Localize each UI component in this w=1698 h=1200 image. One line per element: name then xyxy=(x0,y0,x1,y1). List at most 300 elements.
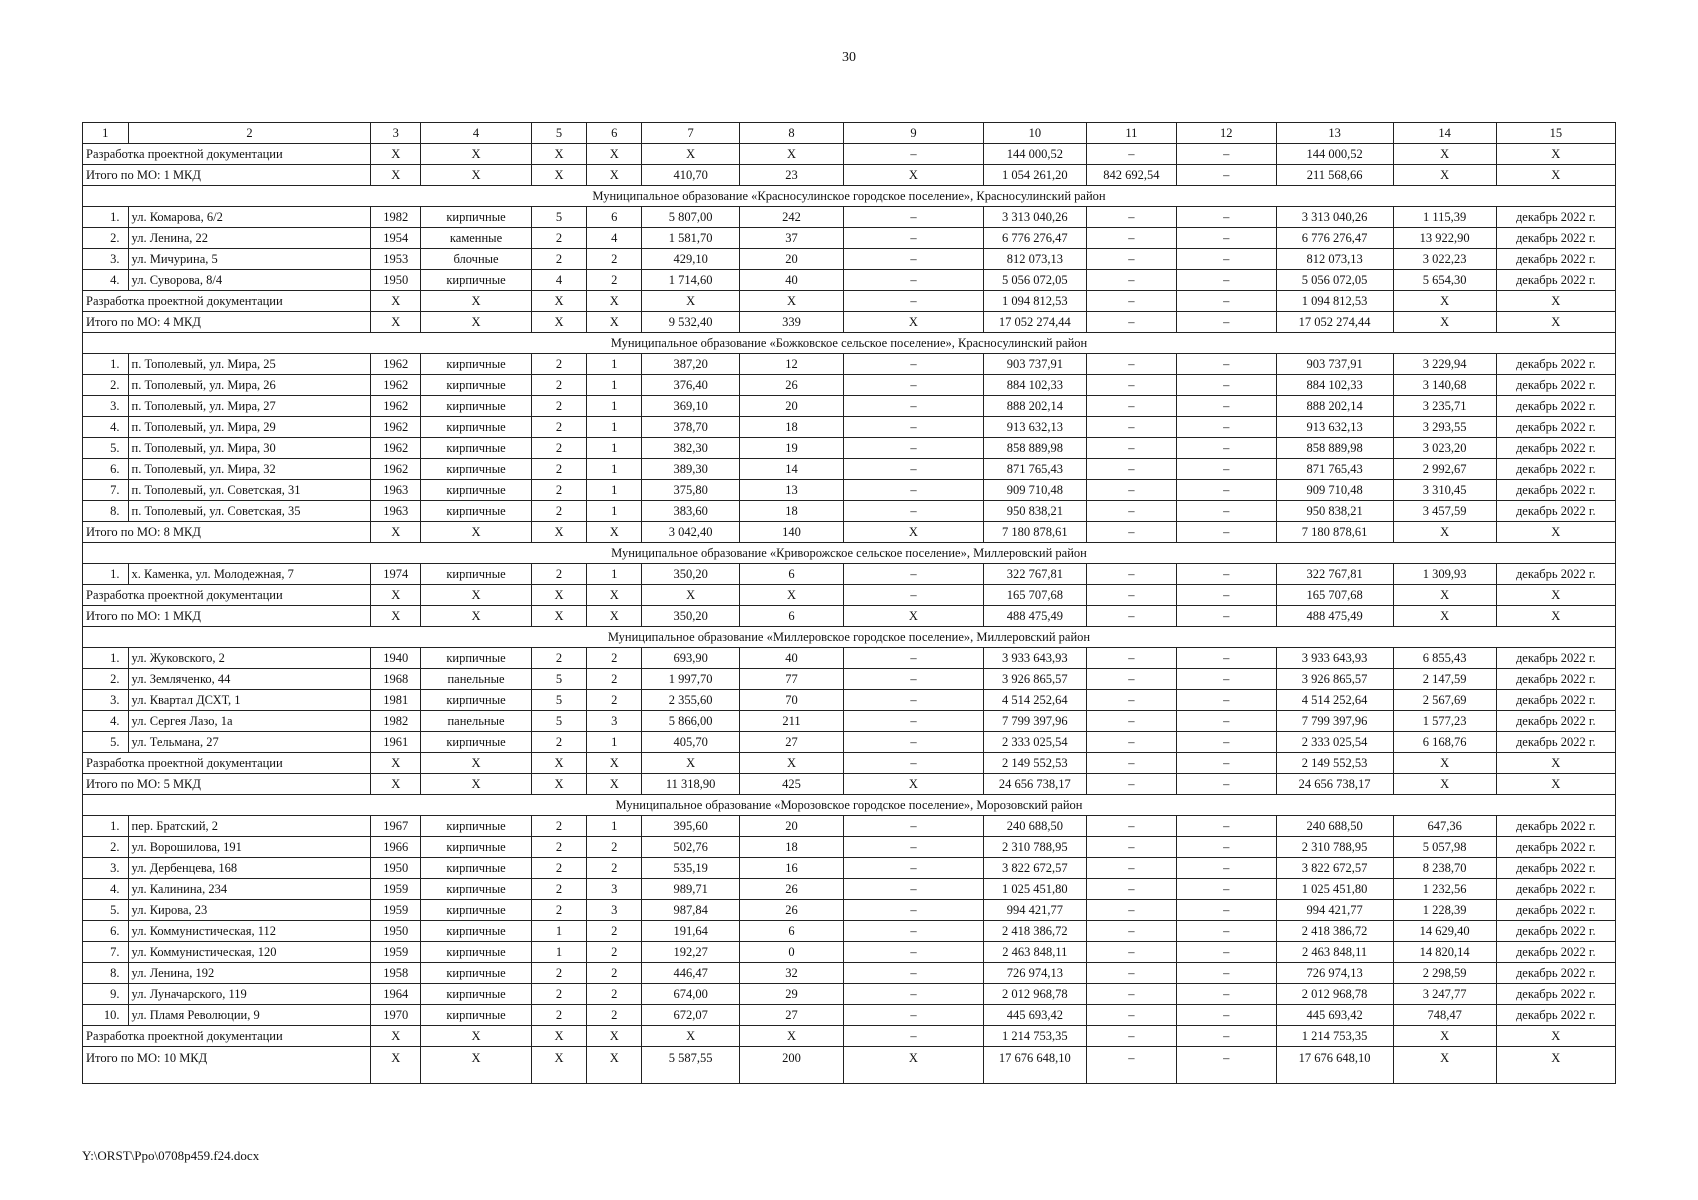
table-cell: 1 115,39 xyxy=(1393,207,1496,228)
table-cell: 2 xyxy=(531,459,586,480)
table-cell: 726 974,13 xyxy=(1276,963,1393,984)
table-cell: 1962 xyxy=(371,396,421,417)
table-cell: 888 202,14 xyxy=(1276,396,1393,417)
table-cell: 350,20 xyxy=(642,606,740,627)
table-cell: 1962 xyxy=(371,417,421,438)
table-cell: – xyxy=(844,732,984,753)
table-cell: 5 xyxy=(531,711,586,732)
section-title: Муниципальное образование «Божковское сельское поселение», Красносулинский район xyxy=(83,333,1616,354)
table-cell: X xyxy=(587,753,642,774)
table-cell: 446,47 xyxy=(642,963,740,984)
table-cell: 871 765,43 xyxy=(1276,459,1393,480)
table-row xyxy=(83,207,1616,228)
table-cell: – xyxy=(1086,249,1176,270)
table-cell: кирпичные xyxy=(421,501,532,522)
table-cell: 3 xyxy=(587,900,642,921)
table-row xyxy=(83,858,1616,879)
address-cell: ул. Земляченко, 44 xyxy=(128,669,371,690)
table-cell: 29 xyxy=(739,984,843,1005)
table-cell: X xyxy=(1393,774,1496,795)
table-cell: 18 xyxy=(739,837,843,858)
table-cell: – xyxy=(1086,228,1176,249)
table-cell: 1961 xyxy=(371,732,421,753)
table-cell: 5 807,00 xyxy=(642,207,740,228)
summary-row xyxy=(83,585,1616,606)
table-cell: 903 737,91 xyxy=(1276,354,1393,375)
table-cell: – xyxy=(1176,690,1276,711)
table-cell: X xyxy=(421,312,532,333)
table-cell: 1 xyxy=(531,942,586,963)
table-cell: 2 xyxy=(587,984,642,1005)
table-cell: 1 997,70 xyxy=(642,669,740,690)
table-cell: X xyxy=(642,753,740,774)
table-cell: – xyxy=(1086,900,1176,921)
table-row xyxy=(83,900,1616,921)
table-cell: 3 xyxy=(587,879,642,900)
row-label: Итого по МО: 8 МКД xyxy=(83,522,371,543)
table-cell: декабрь 2022 г. xyxy=(1496,816,1615,837)
table-cell: 3 247,77 xyxy=(1393,984,1496,1005)
table-row xyxy=(83,963,1616,984)
table-cell: – xyxy=(1086,585,1176,606)
section-row xyxy=(83,795,1616,816)
table-cell: 1 xyxy=(531,921,586,942)
table-cell: 1950 xyxy=(371,858,421,879)
table-cell: – xyxy=(844,354,984,375)
table-cell: 376,40 xyxy=(642,375,740,396)
table-cell: X xyxy=(1496,522,1615,543)
table-cell: декабрь 2022 г. xyxy=(1496,879,1615,900)
table-cell: 1 025 451,80 xyxy=(983,879,1086,900)
column-number: 3 xyxy=(371,123,421,144)
table-cell: 410,70 xyxy=(642,165,740,186)
table-cell: – xyxy=(1086,312,1176,333)
table-cell: 535,19 xyxy=(642,858,740,879)
address-cell: ул. Луначарского, 119 xyxy=(128,984,371,1005)
table-cell: 17 052 274,44 xyxy=(983,312,1086,333)
table-cell: X xyxy=(1393,165,1496,186)
row-number: 4. xyxy=(83,711,129,732)
table-cell: X xyxy=(1393,1047,1496,1084)
table-cell: X xyxy=(642,585,740,606)
table-cell: 242 xyxy=(739,207,843,228)
table-cell: 27 xyxy=(739,732,843,753)
summary-row xyxy=(83,774,1616,795)
table-cell: X xyxy=(531,144,586,165)
table-cell: кирпичные xyxy=(421,921,532,942)
table-cell: 2 149 552,53 xyxy=(983,753,1086,774)
table-cell: – xyxy=(1176,354,1276,375)
table-cell: 1 577,23 xyxy=(1393,711,1496,732)
table-cell: – xyxy=(844,207,984,228)
table-cell: X xyxy=(1393,753,1496,774)
address-cell: ул. Тельмана, 27 xyxy=(128,732,371,753)
table-cell: 1981 xyxy=(371,690,421,711)
table-cell: X xyxy=(371,522,421,543)
row-number: 4. xyxy=(83,417,129,438)
row-number: 2. xyxy=(83,228,129,249)
table-cell: 2 xyxy=(531,354,586,375)
column-number: 5 xyxy=(531,123,586,144)
table-cell: кирпичные xyxy=(421,816,532,837)
table-cell: 2 xyxy=(587,837,642,858)
table-cell: X xyxy=(844,165,984,186)
table-cell: X xyxy=(587,774,642,795)
table-cell: – xyxy=(1176,606,1276,627)
table-cell: 1970 xyxy=(371,1005,421,1026)
table-cell: – xyxy=(1176,291,1276,312)
table-cell: 17 052 274,44 xyxy=(1276,312,1393,333)
table-cell: – xyxy=(1176,396,1276,417)
table-cell: 858 889,98 xyxy=(1276,438,1393,459)
table-cell: декабрь 2022 г. xyxy=(1496,669,1615,690)
table-cell: 1959 xyxy=(371,900,421,921)
section-title: Муниципальное образование «Морозовское городское поселение», Морозовский район xyxy=(83,795,1616,816)
table-cell: – xyxy=(1086,921,1176,942)
table-cell: 1968 xyxy=(371,669,421,690)
section-row xyxy=(83,627,1616,648)
table-cell: 674,00 xyxy=(642,984,740,1005)
table-cell: декабрь 2022 г. xyxy=(1496,501,1615,522)
table-cell: 3 926 865,57 xyxy=(1276,669,1393,690)
table-cell: 3 822 672,57 xyxy=(983,858,1086,879)
table-cell: 6 xyxy=(739,921,843,942)
table-cell: X xyxy=(739,1026,843,1047)
table-cell: – xyxy=(1086,669,1176,690)
address-cell: ул. Жуковского, 2 xyxy=(128,648,371,669)
table-cell: – xyxy=(1086,522,1176,543)
table-cell: декабрь 2022 г. xyxy=(1496,942,1615,963)
address-cell: пер. Братский, 2 xyxy=(128,816,371,837)
table-cell: 1 714,60 xyxy=(642,270,740,291)
table-cell: 5 057,98 xyxy=(1393,837,1496,858)
table-cell: – xyxy=(1176,648,1276,669)
table-cell: X xyxy=(421,585,532,606)
table-cell: 2 418 386,72 xyxy=(983,921,1086,942)
table-cell: X xyxy=(531,774,586,795)
table-cell: X xyxy=(371,291,421,312)
row-number: 7. xyxy=(83,942,129,963)
table-cell: декабрь 2022 г. xyxy=(1496,984,1615,1005)
address-cell: ул. Дербенцева, 168 xyxy=(128,858,371,879)
table-cell: 2 xyxy=(531,963,586,984)
table-cell: 6 855,43 xyxy=(1393,648,1496,669)
table-row xyxy=(83,396,1616,417)
table-cell: – xyxy=(1176,144,1276,165)
table-cell: – xyxy=(1176,921,1276,942)
table-cell: 140 xyxy=(739,522,843,543)
table-cell: – xyxy=(1086,711,1176,732)
table-cell: X xyxy=(371,165,421,186)
row-number: 1. xyxy=(83,816,129,837)
table-cell: 842 692,54 xyxy=(1086,165,1176,186)
table-cell: 2 992,67 xyxy=(1393,459,1496,480)
table-cell: 2 333 025,54 xyxy=(983,732,1086,753)
table-cell: 3 xyxy=(587,711,642,732)
table-cell: 2 xyxy=(531,501,586,522)
table-cell: X xyxy=(1496,1026,1615,1047)
table-cell: – xyxy=(1086,144,1176,165)
table-cell: X xyxy=(531,585,586,606)
table-cell: – xyxy=(1086,438,1176,459)
table-cell: декабрь 2022 г. xyxy=(1496,270,1615,291)
table-cell: 2 xyxy=(531,900,586,921)
table-cell: 1962 xyxy=(371,354,421,375)
table-cell: – xyxy=(1086,396,1176,417)
table-cell: 5 056 072,05 xyxy=(1276,270,1393,291)
column-number: 14 xyxy=(1393,123,1496,144)
table-cell: 1 228,39 xyxy=(1393,900,1496,921)
table-cell: кирпичные xyxy=(421,396,532,417)
table-cell: X xyxy=(421,291,532,312)
table-cell: 2 xyxy=(531,438,586,459)
table-cell: 3 140,68 xyxy=(1393,375,1496,396)
table-cell: 18 xyxy=(739,417,843,438)
table-cell: 6 xyxy=(587,207,642,228)
row-number: 1. xyxy=(83,648,129,669)
table-cell: X xyxy=(1496,144,1615,165)
table-cell: X xyxy=(1393,585,1496,606)
table-cell: кирпичные xyxy=(421,900,532,921)
column-number: 13 xyxy=(1276,123,1393,144)
section-title: Муниципальное образование «Миллеровское городское поселение», Миллеровский район xyxy=(83,627,1616,648)
table-cell: блочные xyxy=(421,249,532,270)
row-label: Итого по МО: 1 МКД xyxy=(83,165,371,186)
table-cell: 1 xyxy=(587,354,642,375)
table-cell: 812 073,13 xyxy=(1276,249,1393,270)
table-cell: X xyxy=(421,774,532,795)
table-cell: 3 022,23 xyxy=(1393,249,1496,270)
table-row xyxy=(83,354,1616,375)
table-cell: X xyxy=(1496,165,1615,186)
address-cell: х. Каменка, ул. Молодежная, 7 xyxy=(128,564,371,585)
table-row xyxy=(83,270,1616,291)
table-cell: X xyxy=(1393,522,1496,543)
row-number: 10. xyxy=(83,1005,129,1026)
table-cell: – xyxy=(844,942,984,963)
table-cell: декабрь 2022 г. xyxy=(1496,921,1615,942)
table-cell: 2 xyxy=(587,690,642,711)
table-cell: 350,20 xyxy=(642,564,740,585)
table-cell: X xyxy=(642,291,740,312)
table-cell: декабрь 2022 г. xyxy=(1496,480,1615,501)
table-cell: – xyxy=(844,144,984,165)
table-cell: X xyxy=(531,291,586,312)
table-cell: 1982 xyxy=(371,711,421,732)
table-cell: 7 180 878,61 xyxy=(983,522,1086,543)
table-cell: – xyxy=(1086,480,1176,501)
table-cell: 2 xyxy=(531,228,586,249)
address-cell: п. Тополевый, ул. Мира, 30 xyxy=(128,438,371,459)
table-cell: – xyxy=(1176,879,1276,900)
table-cell: 672,07 xyxy=(642,1005,740,1026)
table-cell: 2 xyxy=(531,648,586,669)
table-cell: 322 767,81 xyxy=(1276,564,1393,585)
table-cell: X xyxy=(531,753,586,774)
table-cell: кирпичные xyxy=(421,354,532,375)
row-label: Итого по МО: 1 МКД xyxy=(83,606,371,627)
table-cell: декабрь 2022 г. xyxy=(1496,207,1615,228)
table-cell: кирпичные xyxy=(421,564,532,585)
table-cell: X xyxy=(1496,606,1615,627)
table-cell: 70 xyxy=(739,690,843,711)
table-cell: 502,76 xyxy=(642,837,740,858)
table-cell: 6 xyxy=(739,606,843,627)
table-cell: 888 202,14 xyxy=(983,396,1086,417)
table-cell: каменные xyxy=(421,228,532,249)
table-cell: 40 xyxy=(739,648,843,669)
table-cell: X xyxy=(1496,774,1615,795)
table-cell: 1 232,56 xyxy=(1393,879,1496,900)
table-cell: 2 xyxy=(531,417,586,438)
address-cell: ул. Кирова, 23 xyxy=(128,900,371,921)
table-row xyxy=(83,942,1616,963)
section-row xyxy=(83,543,1616,564)
column-number: 10 xyxy=(983,123,1086,144)
table-row xyxy=(83,879,1616,900)
table-body xyxy=(83,123,1616,1084)
table-cell: 1 025 451,80 xyxy=(1276,879,1393,900)
table-cell: X xyxy=(371,312,421,333)
table-cell: 211 xyxy=(739,711,843,732)
table-cell: 2 149 552,53 xyxy=(1276,753,1393,774)
table-cell: 2 xyxy=(587,270,642,291)
table-cell: кирпичные xyxy=(421,984,532,1005)
table-cell: X xyxy=(739,291,843,312)
table-cell: 339 xyxy=(739,312,843,333)
table-cell: – xyxy=(1176,249,1276,270)
table-cell: 1 214 753,35 xyxy=(983,1026,1086,1047)
table-cell: 2 xyxy=(531,858,586,879)
table-cell: 812 073,13 xyxy=(983,249,1086,270)
table-cell: 1 xyxy=(587,501,642,522)
table-cell: 383,60 xyxy=(642,501,740,522)
table-cell: X xyxy=(1393,312,1496,333)
table-cell: – xyxy=(844,291,984,312)
table-cell: декабрь 2022 г. xyxy=(1496,375,1615,396)
address-cell: ул. Квартал ДСХТ, 1 xyxy=(128,690,371,711)
table-cell: – xyxy=(844,837,984,858)
summary-row xyxy=(83,312,1616,333)
table-cell: 26 xyxy=(739,879,843,900)
table-cell: – xyxy=(844,480,984,501)
table-cell: 1 094 812,53 xyxy=(983,291,1086,312)
table-cell: 3 235,71 xyxy=(1393,396,1496,417)
table-cell: X xyxy=(371,585,421,606)
table-row xyxy=(83,438,1616,459)
table-cell: – xyxy=(1086,774,1176,795)
table-cell: 375,80 xyxy=(642,480,740,501)
table-cell: 24 656 738,17 xyxy=(1276,774,1393,795)
table-cell: декабрь 2022 г. xyxy=(1496,438,1615,459)
table-cell: 1963 xyxy=(371,480,421,501)
table-cell: 240 688,50 xyxy=(1276,816,1393,837)
table-cell: 913 632,13 xyxy=(1276,417,1393,438)
table-cell: – xyxy=(1176,375,1276,396)
table-cell: – xyxy=(844,900,984,921)
table-cell: – xyxy=(1086,648,1176,669)
table-cell: 2 xyxy=(531,984,586,1005)
table-cell: кирпичные xyxy=(421,207,532,228)
table-cell: 7 799 397,96 xyxy=(983,711,1086,732)
table-cell: 6 xyxy=(739,564,843,585)
table-cell: – xyxy=(1086,270,1176,291)
table-cell: X xyxy=(1496,585,1615,606)
table-cell: – xyxy=(844,858,984,879)
table-cell: – xyxy=(1176,942,1276,963)
row-number: 8. xyxy=(83,501,129,522)
table-cell: – xyxy=(1176,732,1276,753)
table-cell: 165 707,68 xyxy=(1276,585,1393,606)
table-cell: X xyxy=(371,753,421,774)
table-cell: X xyxy=(531,312,586,333)
table-cell: 1962 xyxy=(371,375,421,396)
table-cell: 16 xyxy=(739,858,843,879)
column-number: 12 xyxy=(1176,123,1276,144)
table-cell: – xyxy=(1176,858,1276,879)
table-cell: – xyxy=(1086,984,1176,1005)
table-cell: 1 214 753,35 xyxy=(1276,1026,1393,1047)
table-cell: 3 042,40 xyxy=(642,522,740,543)
table-cell: 165 707,68 xyxy=(983,585,1086,606)
row-number: 6. xyxy=(83,921,129,942)
table-row xyxy=(83,564,1616,585)
column-number: 8 xyxy=(739,123,843,144)
table-row xyxy=(83,690,1616,711)
table-cell: X xyxy=(844,312,984,333)
table-cell: – xyxy=(1086,942,1176,963)
table-cell: 1 xyxy=(587,417,642,438)
table-cell: X xyxy=(421,753,532,774)
table-cell: – xyxy=(844,690,984,711)
table-cell: кирпичные xyxy=(421,942,532,963)
table-cell: 2 012 968,78 xyxy=(983,984,1086,1005)
table-cell: X xyxy=(739,753,843,774)
table-cell: – xyxy=(1176,228,1276,249)
table-cell: – xyxy=(844,711,984,732)
table-cell: 2 463 848,11 xyxy=(983,942,1086,963)
table-cell: – xyxy=(1176,417,1276,438)
table-cell: 1 xyxy=(587,816,642,837)
table-cell: – xyxy=(1176,165,1276,186)
table-cell: 693,90 xyxy=(642,648,740,669)
table-cell: – xyxy=(1086,690,1176,711)
table-cell: X xyxy=(844,522,984,543)
address-cell: п. Тополевый, ул. Мира, 25 xyxy=(128,354,371,375)
table-cell: 13 922,90 xyxy=(1393,228,1496,249)
table-cell: X xyxy=(844,1047,984,1084)
table-cell: декабрь 2022 г. xyxy=(1496,900,1615,921)
table-cell: 2 310 788,95 xyxy=(1276,837,1393,858)
table-cell: – xyxy=(844,753,984,774)
table-cell: 1958 xyxy=(371,963,421,984)
table-cell: 726 974,13 xyxy=(983,963,1086,984)
table-cell: – xyxy=(1176,669,1276,690)
table-cell: 4 514 252,64 xyxy=(983,690,1086,711)
table-cell: X xyxy=(531,165,586,186)
table-cell: 211 568,66 xyxy=(1276,165,1393,186)
table-cell: декабрь 2022 г. xyxy=(1496,228,1615,249)
table-cell: 3 933 643,93 xyxy=(1276,648,1393,669)
row-number: 2. xyxy=(83,669,129,690)
table-cell: 14 629,40 xyxy=(1393,921,1496,942)
table-cell: 1950 xyxy=(371,921,421,942)
table-cell: 12 xyxy=(739,354,843,375)
table-cell: 2 xyxy=(531,396,586,417)
table-cell: 3 457,59 xyxy=(1393,501,1496,522)
table-row xyxy=(83,501,1616,522)
table-cell: 369,10 xyxy=(642,396,740,417)
